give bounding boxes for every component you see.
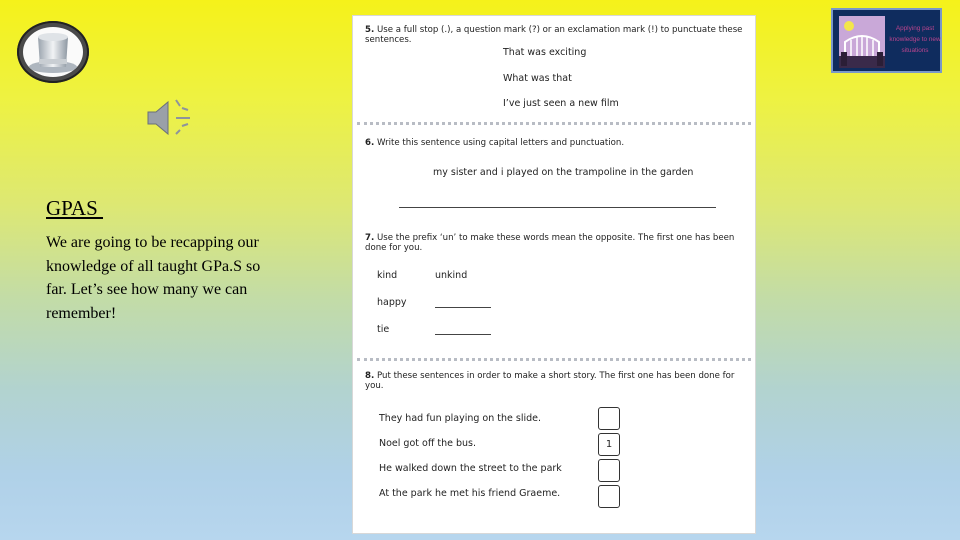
top-hat-icon <box>17 21 89 83</box>
story-sentence: Noel got off the bus. <box>379 438 477 449</box>
word: happy <box>377 297 407 308</box>
sentence-to-correct: my sister and i played on the trampoline in the garden <box>433 167 694 178</box>
learning-objective-badge <box>831 8 942 73</box>
worksheet-image <box>352 15 756 534</box>
story-sentence: He walked down the street to the park <box>379 463 562 474</box>
question-number: 8. <box>365 371 375 381</box>
question-instruction: Use a full stop (.), a question mark (?) or an exclamation mark (!) to punctuate these sentences. <box>365 25 743 45</box>
question-number: 7. <box>365 233 375 243</box>
speaker-icon[interactable] <box>146 96 194 140</box>
answer-line <box>399 207 716 208</box>
word: kind <box>377 270 398 281</box>
word: tie <box>377 324 390 335</box>
answer: unkind <box>435 270 468 281</box>
question-number: 5. <box>365 25 375 35</box>
divider <box>357 358 751 361</box>
story-sentence: At the park he met his friend Graeme. <box>379 488 561 499</box>
sentence-1: That was exciting <box>503 47 587 58</box>
answer-line <box>435 307 491 308</box>
question-6 <box>365 138 624 148</box>
question-instruction: Write this sentence using capital letters and punctuation. <box>376 138 625 148</box>
section-title: GPAS <box>46 196 104 220</box>
order-box <box>598 407 620 430</box>
divider <box>357 122 751 125</box>
answer-line <box>435 334 491 335</box>
sentence-3: I’ve just seen a new film <box>503 98 619 109</box>
order-box: 1 <box>598 433 620 456</box>
sentence-2: What was that <box>503 73 572 84</box>
question-8 <box>365 371 755 391</box>
sun-icon <box>844 21 854 31</box>
question-instruction: Use the prefix ‘un’ to make these words mean the opposite. The first one has been done for you. <box>365 233 735 253</box>
question-5 <box>365 25 755 45</box>
badge-caption: Applying past knowledge to new situations <box>889 25 941 54</box>
question-7 <box>365 233 755 253</box>
intro-text: We are going to be recapping our knowledge of all taught GPa.S so far. Let’s see how many we can remember! <box>46 234 261 322</box>
story-sentence: They had fun playing on the slide. <box>379 413 542 424</box>
question-instruction: Put these sentences in order to make a short story. The first one has been done for you. <box>365 371 735 391</box>
order-box <box>598 485 620 508</box>
question-number: 6. <box>365 138 375 148</box>
gate-icon <box>839 16 885 68</box>
order-box <box>598 459 620 482</box>
